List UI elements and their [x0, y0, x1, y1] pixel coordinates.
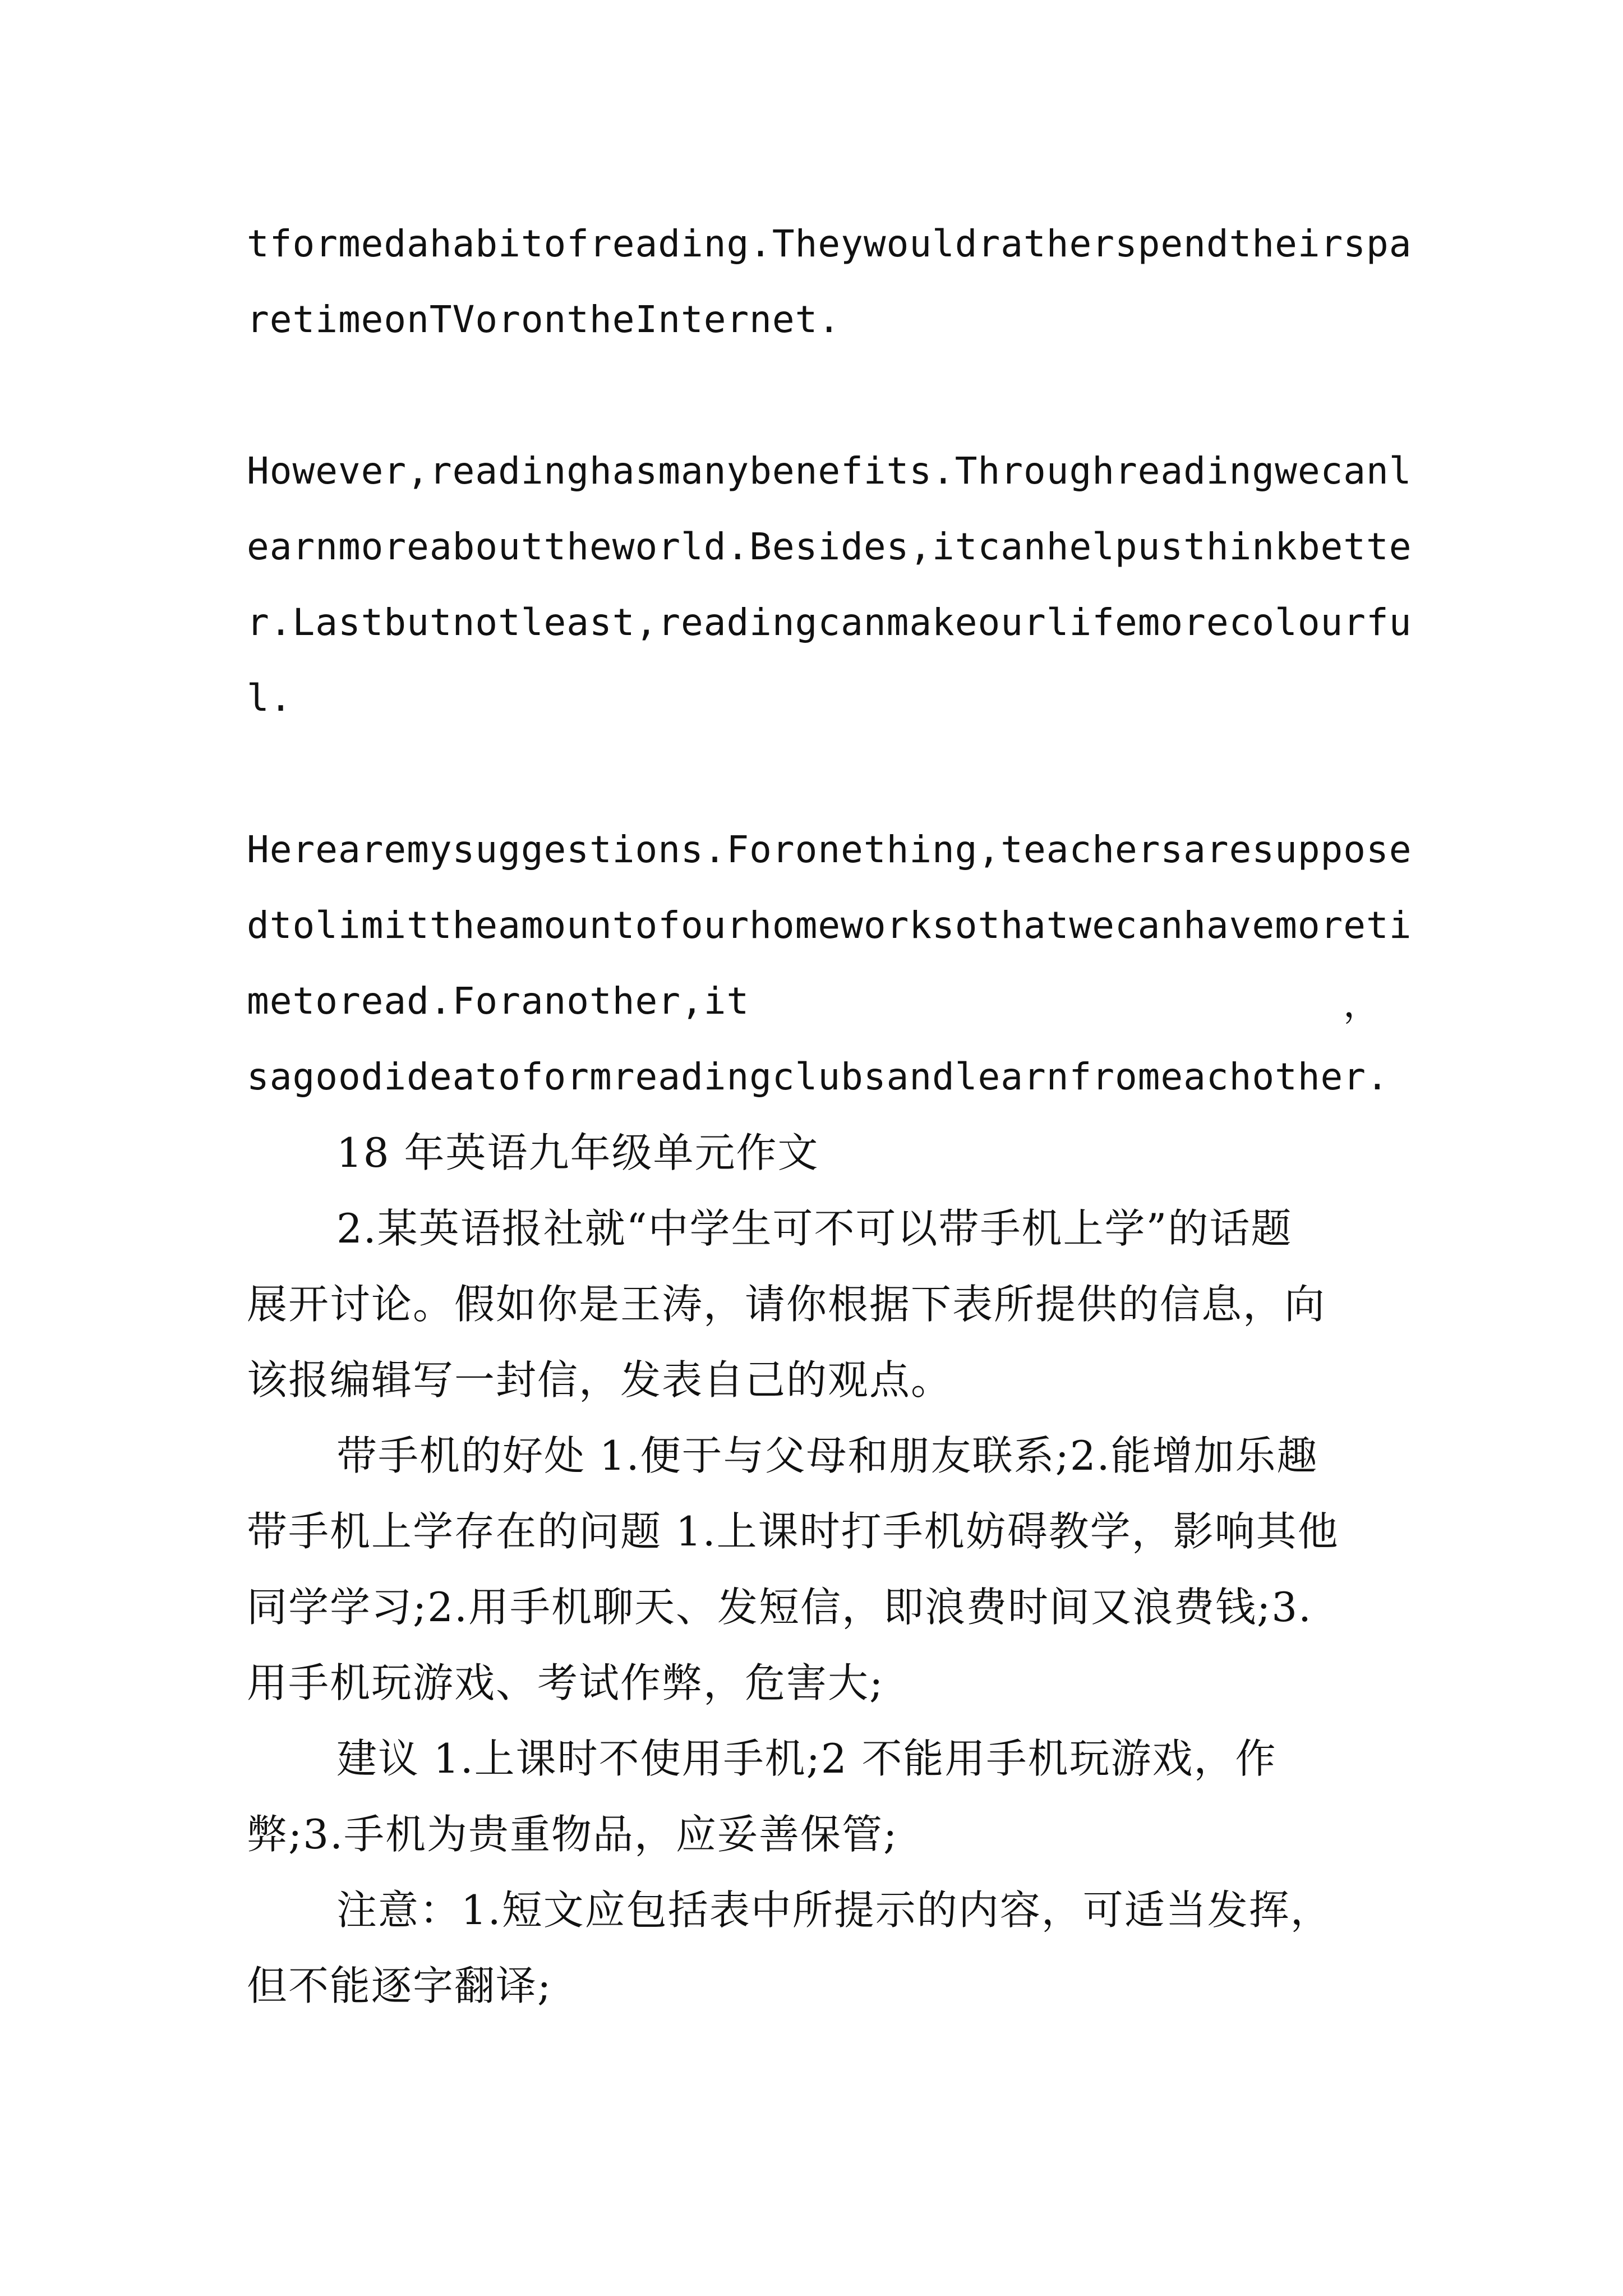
prompt-line: 带手机的好处 1.便于与父母和朋友联系;2.能增加乐趣 [336, 1432, 1318, 1479]
prompt-line: 弊;3.手机为贵重物品，应妥善保管; [247, 1811, 898, 1858]
prompt-line: 但不能逐字翻译; [247, 1962, 552, 2009]
essay-line: dtolimittheamountofourhomeworksothatwecanhavemoreti [247, 904, 1412, 947]
essay-line: l. [247, 677, 293, 720]
essay-line: retimeonTVorontheInternet. [247, 298, 841, 341]
prompt-line: 用手机玩游戏、考试作弊，危害大; [247, 1659, 884, 1706]
section-heading: 18 年英语九年级单元作文 [336, 1129, 819, 1176]
essay-line: metoread.Foranother,it [247, 979, 750, 1023]
essay-line: Herearemysuggestions.Foronething,teachersaresuppose [247, 828, 1412, 871]
prompt-line: 带手机上学存在的问题 1.上课时打手机妨碍教学，影响其他 [247, 1508, 1339, 1555]
essay-line: r.Lastbutnotleast,readingcanmakeourlifemorecolourfu [247, 601, 1412, 644]
essay-line: tformedahabitofreading.Theywouldratherspendtheirspa [247, 222, 1412, 265]
essay-line: sagoodideatoformreadingclubsandlearnfromeachother. [247, 1055, 1389, 1098]
prompt-line: 2.某英语报社就“中学生可不可以带手机上学”的话题 [336, 1205, 1293, 1252]
prompt-line: 注意：1.短文应包括表中所提示的内容，可适当发挥， [336, 1887, 1332, 1934]
prompt-line: 建议 1.上课时不使用手机;2 不能用手机玩游戏，作 [336, 1735, 1277, 1782]
prompt-line: 展开讨论。假如你是王涛，请你根据下表所提供的信息，向 [247, 1281, 1326, 1328]
essay-line: earnmoreabouttheworld.Besides,itcanhelpusthinkbette [247, 525, 1412, 568]
essay-line: However,readinghasmanybenefits.Throughreadingwecanl [247, 449, 1412, 493]
stray-comma: ， [1343, 982, 1380, 1025]
prompt-line: 该报编辑写一封信，发表自己的观点。 [247, 1356, 953, 1404]
prompt-line: 同学学习;2.用手机聊天、发短信，即浪费时间又浪费钱;3. [247, 1584, 1312, 1631]
